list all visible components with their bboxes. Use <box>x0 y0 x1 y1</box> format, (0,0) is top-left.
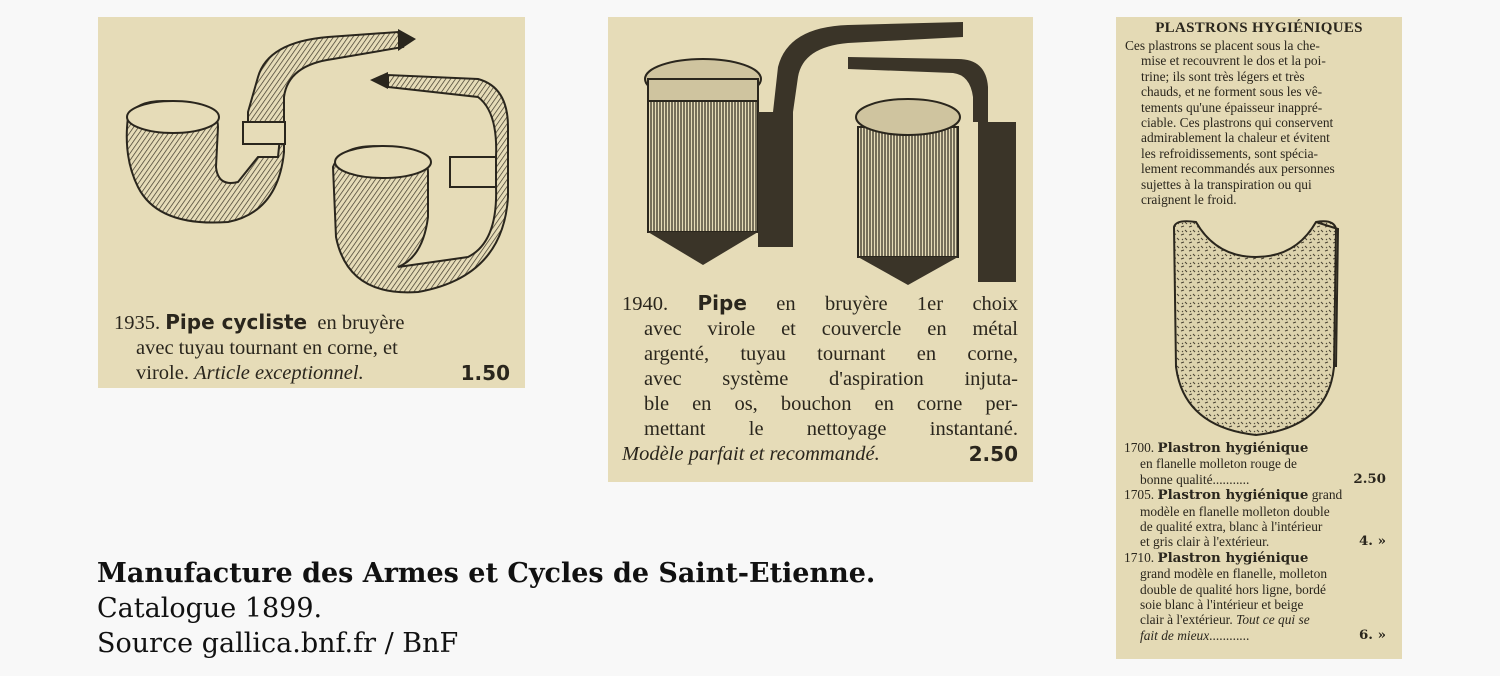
intro-line: tements qu'une épaisseur inappré- <box>1141 99 1323 115</box>
item-text: mettant le nettoyage instantané. <box>644 418 1018 440</box>
item-text: argenté, tuyau tournant en corne, <box>644 343 1018 365</box>
item-price: 1.50 <box>460 361 510 385</box>
credit-catalogue: Catalogue 1899. <box>97 593 323 624</box>
item-text: avec virole et couvercle en métal <box>644 318 1018 340</box>
intro-line: Ces plastrons se placent sous la che- <box>1125 38 1320 53</box>
item-text: modèle en flanelle molleton double <box>1140 503 1330 519</box>
intro-line: mise et recouvrent le dos et la poi- <box>1141 53 1326 69</box>
item-text: en bruyère <box>317 312 405 334</box>
item-text: virole. <box>136 362 189 384</box>
item-list <box>1124 440 1386 643</box>
item-text: bonne qualité........... <box>1140 471 1250 487</box>
item-italic: fait de mieux <box>1140 627 1210 643</box>
item-text: soie blanc à l'intérieur et beige <box>1140 597 1304 613</box>
item-text: clair à l'extérieur. <box>1140 612 1233 628</box>
intro-line: lement recommandés aux personnes <box>1141 161 1335 177</box>
plastron-illustration <box>1156 217 1356 442</box>
catalog-clip-pipe <box>608 17 1033 482</box>
item-name: Plastron hygiénique <box>1157 440 1309 456</box>
list-item <box>1124 440 1386 487</box>
item-number: 1705. <box>1124 487 1155 503</box>
item-text: grand modèle en flanelle, molleton <box>1140 566 1328 582</box>
item-dots: ............ <box>1209 627 1250 643</box>
source-credit <box>97 556 875 661</box>
pipe-cycliste-caption <box>114 310 510 386</box>
item-italic: Article exceptionnel. <box>194 362 364 384</box>
item-price: 2.50 <box>1353 470 1386 487</box>
item-number: 1710. <box>1124 549 1155 565</box>
pipe-caption <box>622 291 1018 467</box>
item-text: grand <box>1311 487 1343 503</box>
item-text: ble en os, bouchon en corne per- <box>644 393 1018 415</box>
pipe-cycliste-illustration <box>98 17 525 317</box>
item-number: 1700. <box>1124 440 1155 455</box>
item-number: 1935. <box>114 312 161 334</box>
intro-line: ciable. Ces plastrons qui conservent <box>1141 115 1334 131</box>
item-price: 4. » <box>1358 533 1386 550</box>
credit-source: Source gallica.bnf.fr / BnF <box>97 628 459 659</box>
item-text: en flanelle molleton rouge de <box>1140 456 1297 472</box>
item-name: Plastron hygiénique <box>1157 487 1309 504</box>
intro-line: les refroidissements, sont spécia- <box>1141 145 1319 161</box>
list-item <box>1124 487 1386 550</box>
section-intro <box>1125 38 1387 207</box>
item-text: et gris clair à l'extérieur. <box>1140 534 1270 550</box>
list-item <box>1124 550 1386 643</box>
catalog-clip-plastrons <box>1116 17 1402 659</box>
intro-line: trine; ils sont très légers et très <box>1141 68 1305 84</box>
section-title: PLASTRONS HYGIÉNIQUES <box>1155 20 1363 36</box>
item-text: en bruyère 1er choix <box>776 293 1018 315</box>
item-text: avec tuyau tournant en corne, et <box>136 337 398 359</box>
intro-line: craignent le froid. <box>1141 192 1237 208</box>
item-name: Pipe cycliste <box>165 310 308 334</box>
credit-title: Manufacture des Armes et Cycles de Saint-Etienne. <box>97 558 876 589</box>
item-italic: Modèle parfait et recommandé. <box>622 443 880 465</box>
item-text: de qualité extra, blanc à l'intérieur <box>1140 519 1323 535</box>
item-name: Pipe <box>697 291 747 315</box>
item-number: 1940. <box>622 293 669 315</box>
item-text: avec système d'aspiration injuta- <box>644 368 1018 390</box>
intro-line: sujettes à la transpiration ou qui <box>1141 176 1312 192</box>
item-text: double de qualité hors ligne, bordé <box>1140 581 1326 597</box>
item-name: Plastron hygiénique <box>1157 549 1309 566</box>
intro-line: admirablement la chaleur et évitent <box>1141 130 1330 146</box>
item-price: 2.50 <box>968 442 1018 466</box>
item-price: 6. » <box>1358 626 1386 643</box>
intro-line: chauds, et ne forment sous les vê- <box>1141 84 1323 100</box>
pipe-illustration <box>608 17 1033 287</box>
item-italic: Tout ce qui se <box>1236 612 1310 628</box>
catalog-clip-pipe-cycliste <box>98 17 525 388</box>
